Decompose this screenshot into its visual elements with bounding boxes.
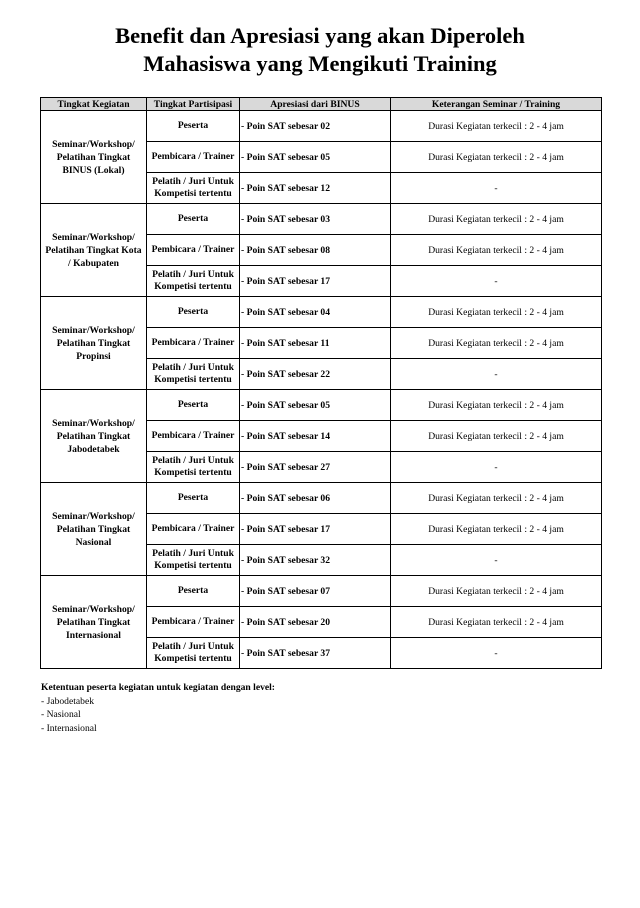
appreciation-cell: - Poin SAT sebesar 17 [240, 514, 391, 545]
participation-cell: Pembicara / Trainer [147, 235, 240, 266]
note-cell: Durasi Kegiatan terkecil : 2 - 4 jam [391, 390, 602, 421]
participation-cell: Peserta [147, 204, 240, 235]
participation-cell: Pelatih / Juri Untuk Kompetisi tertentu [147, 173, 240, 204]
level-cell: Seminar/Workshop/ Pelatihan Tingkat Propinsi [41, 297, 147, 390]
participation-cell: Peserta [147, 576, 240, 607]
participation-cell: Pelatih / Juri Untuk Kompetisi tertentu [147, 545, 240, 576]
participation-cell: Pembicara / Trainer [147, 328, 240, 359]
note-cell: Durasi Kegiatan terkecil : 2 - 4 jam [391, 576, 602, 607]
page-title [0, 22, 640, 78]
table-row [41, 390, 602, 421]
header-tingkat-partisipasi: Tingkat Partisipasi [147, 98, 240, 111]
participation-cell: Pembicara / Trainer [147, 607, 240, 638]
notes-item: - Internasional [41, 722, 97, 734]
notes-item: - Jabodetabek [41, 695, 95, 707]
level-cell: Seminar/Workshop/ Pelatihan Tingkat Jabodetabek [41, 390, 147, 483]
participation-cell: Peserta [147, 297, 240, 328]
table-row [41, 111, 602, 142]
note-cell: - [391, 173, 602, 204]
note-cell: Durasi Kegiatan terkecil : 2 - 4 jam [391, 204, 602, 235]
appreciation-cell: - Poin SAT sebesar 37 [240, 638, 391, 669]
note-cell: Durasi Kegiatan terkecil : 2 - 4 jam [391, 328, 602, 359]
appreciation-cell: - Poin SAT sebesar 32 [240, 545, 391, 576]
page-title-line-1: Benefit dan Apresiasi yang akan Diperoleh [115, 23, 525, 48]
level-cell: Seminar/Workshop/ Pelatihan Tingkat Nasional [41, 483, 147, 576]
header-tingkat-kegiatan: Tingkat Kegiatan [41, 98, 147, 111]
note-cell: Durasi Kegiatan terkecil : 2 - 4 jam [391, 483, 602, 514]
note-cell: Durasi Kegiatan terkecil : 2 - 4 jam [391, 421, 602, 452]
participation-cell: Pelatih / Juri Untuk Kompetisi tertentu [147, 452, 240, 483]
note-cell: - [391, 266, 602, 297]
note-cell: Durasi Kegiatan terkecil : 2 - 4 jam [391, 111, 602, 142]
table-row [41, 576, 602, 607]
appreciation-cell: - Poin SAT sebesar 11 [240, 328, 391, 359]
note-cell: Durasi Kegiatan terkecil : 2 - 4 jam [391, 607, 602, 638]
participation-cell: Pelatih / Juri Untuk Kompetisi tertentu [147, 359, 240, 390]
note-cell: - [391, 638, 602, 669]
appreciation-cell: - Poin SAT sebesar 22 [240, 359, 391, 390]
note-cell: - [391, 452, 602, 483]
table-row [41, 297, 602, 328]
header-apresiasi: Apresiasi dari BINUS [240, 98, 391, 111]
table-header-row [41, 98, 602, 111]
note-cell: Durasi Kegiatan terkecil : 2 - 4 jam [391, 142, 602, 173]
benefit-table [40, 97, 602, 669]
participation-cell: Peserta [147, 390, 240, 421]
level-cell: Seminar/Workshop/ Pelatihan Tingkat Internasional [41, 576, 147, 669]
appreciation-cell: - Poin SAT sebesar 06 [240, 483, 391, 514]
participation-cell: Pembicara / Trainer [147, 421, 240, 452]
participation-cell: Pembicara / Trainer [147, 142, 240, 173]
level-cell: Seminar/Workshop/ Pelatihan Tingkat BINUS (Lokal) [41, 111, 147, 204]
appreciation-cell: - Poin SAT sebesar 05 [240, 390, 391, 421]
table-body [41, 111, 602, 669]
table-row [41, 483, 602, 514]
notes-section [41, 681, 275, 735]
participation-cell: Peserta [147, 483, 240, 514]
note-cell: - [391, 359, 602, 390]
appreciation-cell: - Poin SAT sebesar 08 [240, 235, 391, 266]
appreciation-cell: - Poin SAT sebesar 05 [240, 142, 391, 173]
participation-cell: Peserta [147, 111, 240, 142]
participation-cell: Pelatih / Juri Untuk Kompetisi tertentu [147, 638, 240, 669]
note-cell: Durasi Kegiatan terkecil : 2 - 4 jam [391, 297, 602, 328]
appreciation-cell: - Poin SAT sebesar 17 [240, 266, 391, 297]
header-keterangan: Keterangan Seminar / Training [391, 98, 602, 111]
note-cell: Durasi Kegiatan terkecil : 2 - 4 jam [391, 514, 602, 545]
appreciation-cell: - Poin SAT sebesar 20 [240, 607, 391, 638]
appreciation-cell: - Poin SAT sebesar 14 [240, 421, 391, 452]
appreciation-cell: - Poin SAT sebesar 04 [240, 297, 391, 328]
note-cell: Durasi Kegiatan terkecil : 2 - 4 jam [391, 235, 602, 266]
page-title-line-2: Mahasiswa yang Mengikuti Training [143, 51, 497, 76]
appreciation-cell: - Poin SAT sebesar 27 [240, 452, 391, 483]
participation-cell: Pelatih / Juri Untuk Kompetisi tertentu [147, 266, 240, 297]
table-row [41, 204, 602, 235]
note-cell: - [391, 545, 602, 576]
participation-cell: Pembicara / Trainer [147, 514, 240, 545]
appreciation-cell: - Poin SAT sebesar 03 [240, 204, 391, 235]
notes-heading: Ketentuan peserta kegiatan untuk kegiatan dengan level: [41, 682, 275, 693]
appreciation-cell: - Poin SAT sebesar 02 [240, 111, 391, 142]
level-cell: Seminar/Workshop/ Pelatihan Tingkat Kota / Kabupaten [41, 204, 147, 297]
appreciation-cell: - Poin SAT sebesar 07 [240, 576, 391, 607]
notes-item: - Nasional [41, 709, 81, 720]
appreciation-cell: - Poin SAT sebesar 12 [240, 173, 391, 204]
